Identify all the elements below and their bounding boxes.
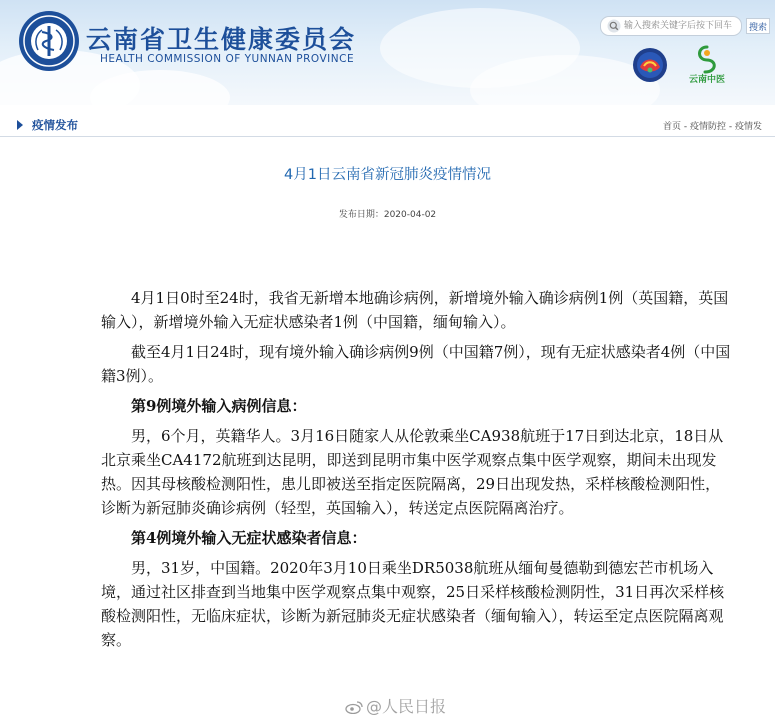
search-button[interactable]: 搜索 (746, 18, 770, 34)
weibo-watermark (345, 694, 446, 717)
case-heading: 第4例境外输入无症状感染者信息： (131, 528, 367, 547)
article-paragraph: 截至4月1日24时，现有境外输入确诊病例9例（中国籍7例），现有无症状感染者4例（中国籍3例）。 (101, 342, 731, 386)
section-navbar (0, 114, 775, 137)
epidemic-campaign-logo-icon[interactable] (632, 47, 668, 83)
yunnan-tcm-logo-icon (685, 44, 729, 74)
article-paragraph: 男，31岁，中国籍。2020年3月10日乘坐DR5038航班从缅甸曼德勒到德宏芒市机场入境，通过社区排查到当地集中医学观察点集中观察，25日采样核酸检测阴性，31日再次采样核酸检测阳性，无临床症状，诊断为新冠肺炎无症状感染者（缅甸输入），转运至定点医院隔离观察。 (101, 558, 725, 650)
section-label[interactable]: 疫情发布 (32, 118, 78, 132)
case-heading: 第9例境外输入病例信息： (131, 396, 307, 415)
yunnan-tcm-logo[interactable] (685, 44, 729, 86)
section-arrow-icon (17, 120, 23, 130)
article-body (101, 286, 735, 658)
site-header (0, 0, 775, 105)
yunnan-tcm-logo-text: 云南中医 (688, 75, 725, 85)
search-placeholder: 输入搜索关键字后按下回车 (624, 21, 733, 31)
site-subtitle: HEALTH COMMISSION OF YUNNAN PROVINCE (100, 53, 355, 65)
article-paragraph: 男，6个月，英籍华人。3月16日随家人从伦敦乘坐CA938航班于17日到达北京，18日从北京乘坐CA4172航班到达昆明，即送到昆明市集中医学观察点集中医学观察，期间未出现发热。因其母核酸检测阳性，患儿即被送至指定医院隔离，29日出现发热，采样核酸检测阳性，诊断为新冠肺炎确诊病例（轻型，英国输入），转送定点医院隔离治疗。 (101, 426, 724, 518)
publish-date: 发布日期：2020-04-02 (338, 210, 437, 220)
article-paragraph: 4月1日0时至24时，我省无新增本地确诊病例，新增境外输入确诊病例1例（英国籍，英国输入），新增境外输入无症状感染者1例（中国籍，缅甸输入）。 (101, 289, 729, 332)
site-title[interactable]: 云南省卫生健康委员会 (86, 25, 357, 54)
search-icon (607, 19, 621, 33)
commission-emblem-icon[interactable] (18, 10, 80, 72)
breadcrumb[interactable]: 首页 - 疫情防控 - 疫情发 (663, 122, 762, 132)
article-title: 4月1日云南省新冠肺炎疫情情况 (284, 167, 491, 183)
search-input[interactable] (600, 16, 742, 36)
watermark-text: @人民日报 (366, 697, 447, 716)
weibo-icon (345, 700, 363, 714)
